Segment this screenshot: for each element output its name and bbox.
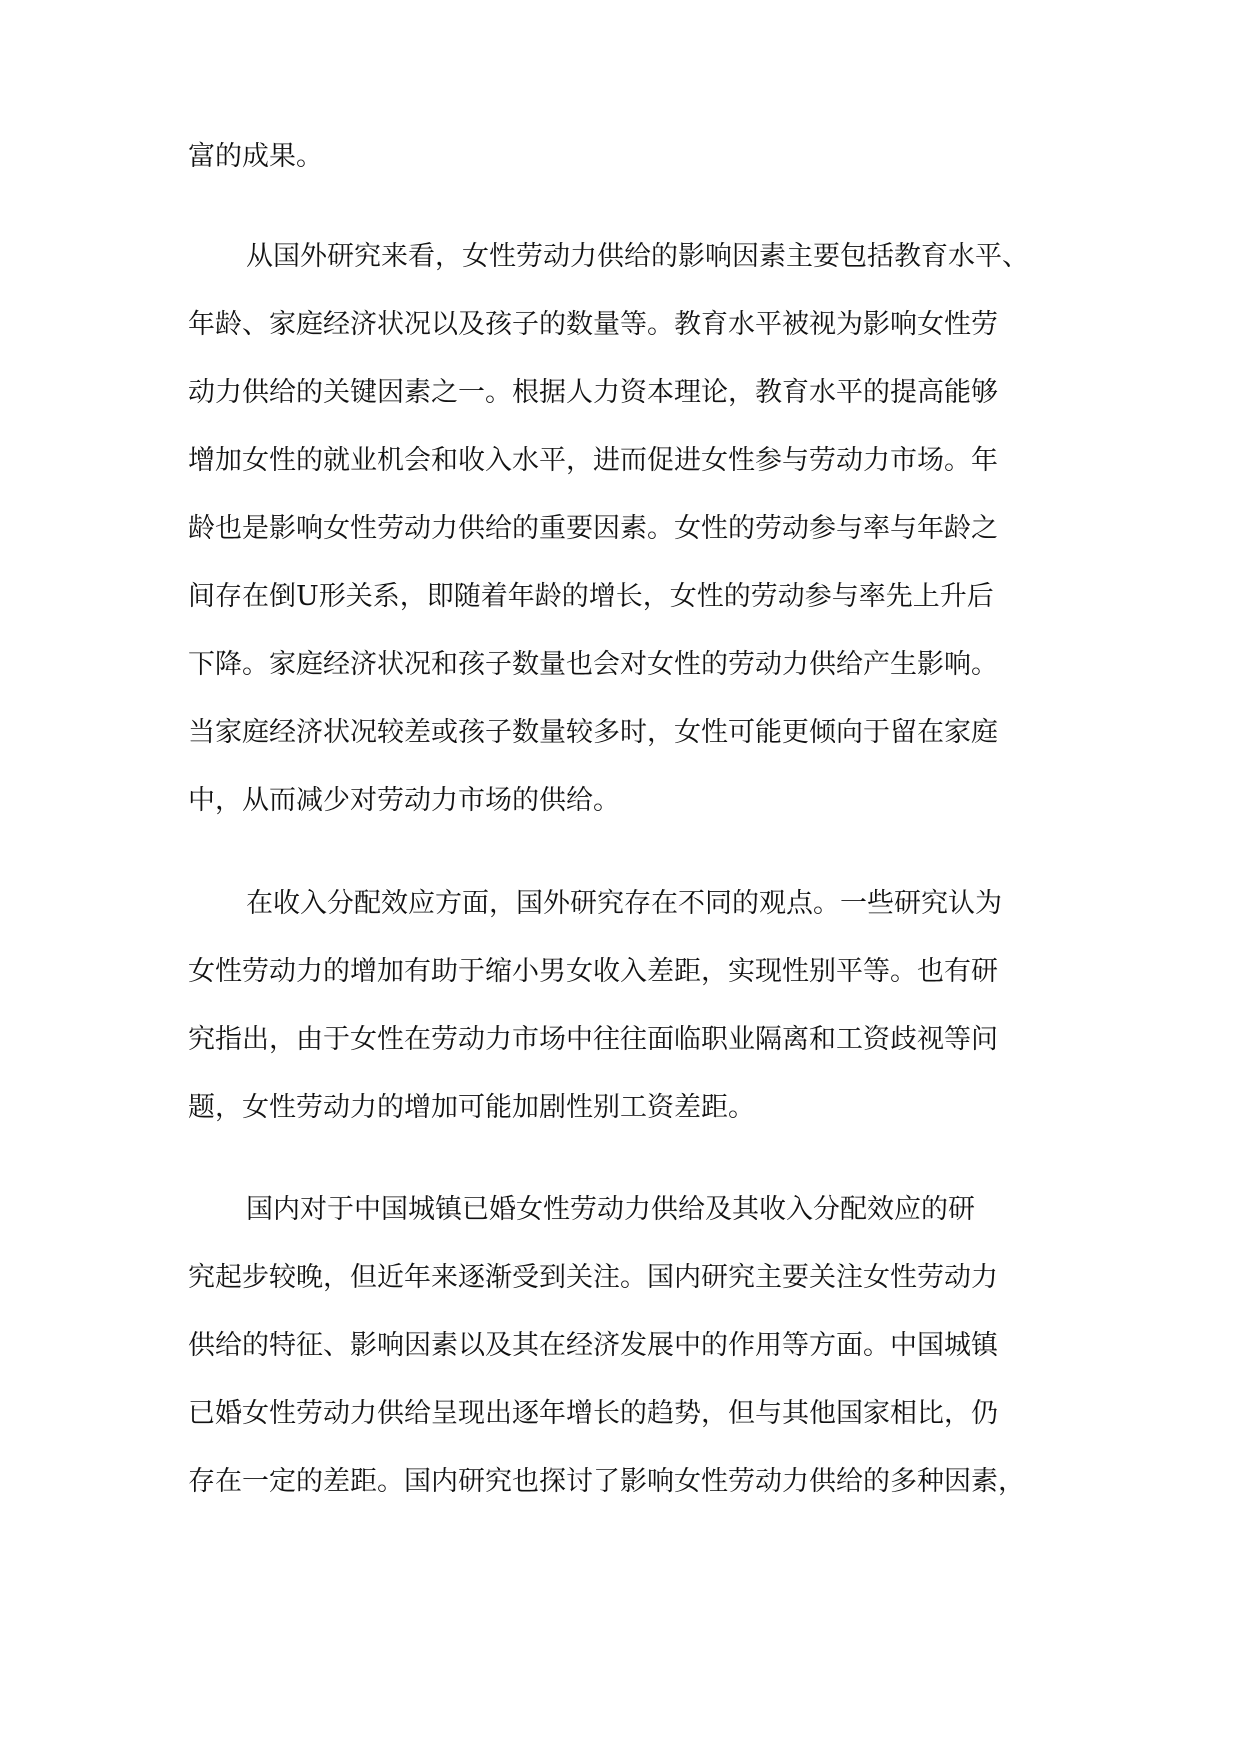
text-line: 究起步较晚，但近年来逐渐受到关注。国内研究主要关注女性劳动力: [188, 1262, 998, 1293]
text-line: 国内对于中国城镇已婚女性劳动力供给及其收入分配效应的研: [246, 1194, 975, 1225]
text-line: 动力供给的关键因素之一。根据人力资本理论，教育水平的提高能够: [188, 377, 998, 408]
text-line: 当家庭经济状况较差或孩子数量较多时，女性可能更倾向于留在家庭: [188, 717, 998, 748]
text-line: 年龄、家庭经济状况以及孩子的数量等。教育水平被视为影响女性劳: [188, 309, 998, 340]
text-line: 女性劳动力的增加有助于缩小男女收入差距，实现性别平等。也有研: [188, 956, 998, 987]
text-line: 究指出，由于女性在劳动力市场中往往面临职业隔离和工资歧视等问: [188, 1024, 998, 1055]
text-line: 从国外研究来看，女性劳动力供给的影响因素主要包括教育水平、: [246, 241, 1029, 272]
text-line: 已婚女性劳动力供给呈现出逐年增长的趋势，但与其他国家相比，仍: [188, 1398, 998, 1429]
text-line: 富的成果。: [188, 141, 323, 172]
text-line: 下降。家庭经济状况和孩子数量也会对女性的劳动力供给产生影响。: [188, 649, 998, 680]
text-line: 间存在倒U形关系，即随着年龄的增长，女性的劳动参与率先上升后: [188, 581, 994, 612]
text-line: 增加女性的就业机会和收入水平，进而促进女性参与劳动力市场。年: [188, 445, 998, 476]
text-line: 龄也是影响女性劳动力供给的重要因素。女性的劳动参与率与年龄之: [188, 513, 998, 544]
text-line: 在收入分配效应方面，国外研究存在不同的观点。一些研究认为: [246, 888, 1002, 919]
text-line: 供给的特征、影响因素以及其在经济发展中的作用等方面。中国城镇: [188, 1330, 998, 1361]
text-line: 存在一定的差距。国内研究也探讨了影响女性劳动力供给的多种因素，: [188, 1466, 1025, 1497]
text-line: 题，女性劳动力的增加可能加剧性别工资差距。: [188, 1092, 755, 1123]
text-line: 中，从而减少对劳动力市场的供给。: [188, 785, 620, 816]
